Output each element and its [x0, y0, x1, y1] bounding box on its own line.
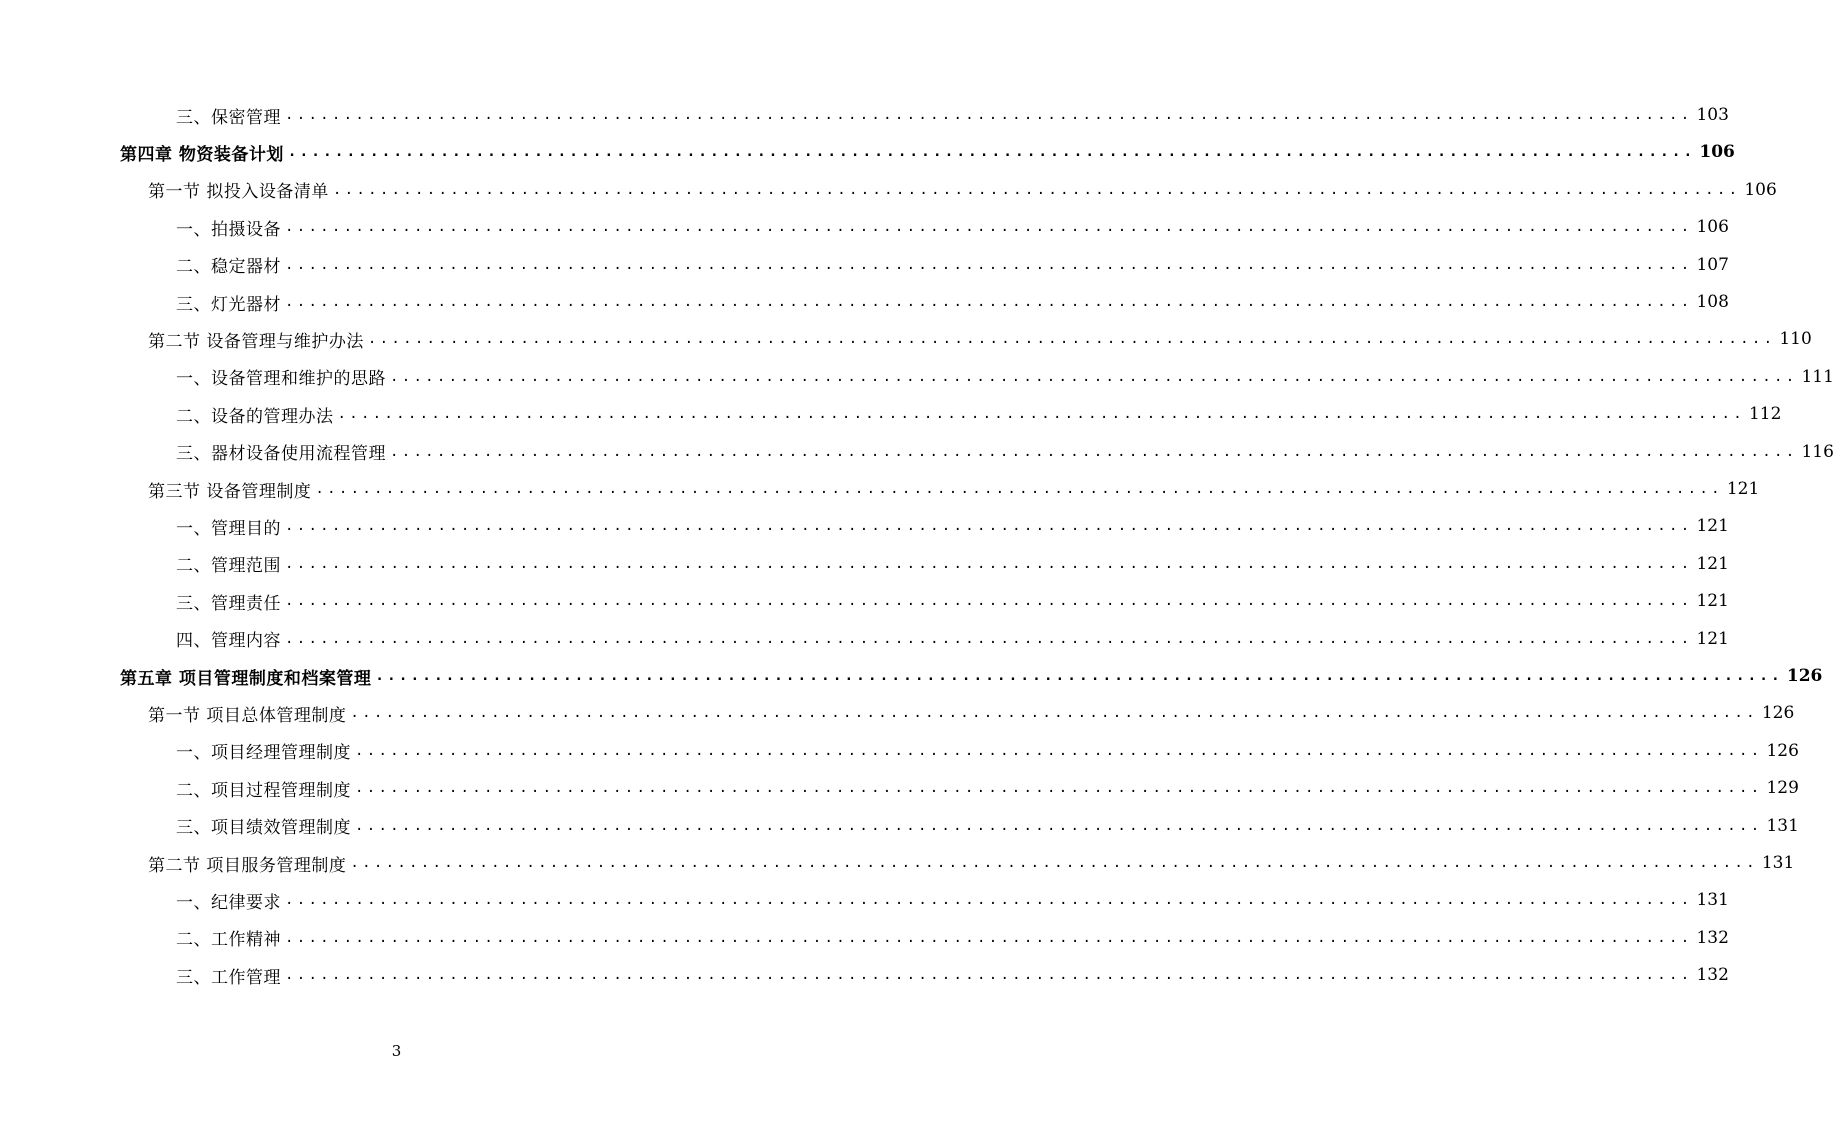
toc-entry[interactable]	[120, 137, 1735, 167]
toc-entry-title: 第二节 设备管理与维护办法	[148, 331, 364, 352]
toc-entry[interactable]	[176, 287, 1729, 317]
toc-dot-leader: ........................................................................................................................	[375, 668, 1783, 684]
toc-dot-leader: ........................................................................................................................	[285, 929, 1693, 946]
toc-entry[interactable]	[176, 960, 1729, 990]
toc-entry-page: 116	[1801, 441, 1834, 462]
toc-entry-page: 131	[1761, 853, 1795, 873]
toc-entry-page: 111	[1801, 366, 1834, 387]
toc-entry[interactable]	[148, 324, 1812, 354]
toc-entry-title: 二、管理范围	[176, 556, 281, 577]
toc-entry-page: 121	[1726, 479, 1760, 499]
toc-entry-title: 第二节 项目服务管理制度	[148, 855, 347, 876]
toc-entry-title: 一、设备管理和维护的思路	[176, 369, 386, 390]
toc-entry-page: 121	[1696, 553, 1729, 574]
toc-entry[interactable]	[176, 923, 1729, 953]
page-number: 3	[391, 1042, 402, 1060]
toc-entry-title: 三、保密管理	[176, 107, 281, 128]
toc-entry-title: 第四章 物资装备计划	[120, 144, 284, 165]
toc-entry-title: 三、项目绩效管理制度	[176, 818, 351, 839]
toc-entry-title: 三、器材设备使用流程管理	[176, 444, 386, 465]
toc-entry[interactable]	[176, 624, 1729, 654]
toc-dot-leader: ........................................................................................................................	[315, 481, 1723, 497]
toc-entry[interactable]	[120, 661, 1823, 691]
toc-dot-leader: ........................................................................................................................	[355, 817, 1763, 834]
toc-entry-title: 三、管理责任	[176, 593, 281, 614]
toc-dot-leader: ........................................................................................................................	[390, 368, 1798, 385]
toc-entry-page: 126	[1761, 703, 1795, 724]
toc-dot-leader: ........................................................................................................................	[285, 518, 1693, 535]
toc-entry[interactable]	[176, 511, 1729, 541]
toc-entry-title: 三、工作管理	[176, 967, 281, 988]
toc-dot-leader: ........................................................................................................................	[355, 742, 1763, 759]
toc-entry[interactable]	[148, 175, 1777, 205]
toc-entry-page: 126	[1786, 666, 1823, 686]
toc-dot-leader: ........................................................................................................................	[285, 294, 1693, 310]
toc-entry[interactable]	[176, 399, 1782, 429]
toc-dot-leader: ........................................................................................................................	[285, 593, 1693, 610]
toc-dot-leader: ........................................................................................................................	[367, 331, 1776, 348]
toc-entry-page: 121	[1696, 516, 1729, 537]
toc-entry[interactable]	[176, 549, 1729, 579]
toc-entry-page: 126	[1766, 740, 1799, 761]
toc-entry-title: 三、灯光器材	[176, 294, 281, 315]
toc-dot-leader: ........................................................................................................................	[287, 144, 1696, 161]
toc-dot-leader: ........................................................................................................................	[285, 256, 1693, 273]
toc-entry-page: 129	[1766, 778, 1799, 799]
toc-entry-title: 一、项目经理管理制度	[176, 743, 351, 764]
toc-entry-title: 一、纪律要求	[176, 892, 281, 913]
toc-entry[interactable]	[176, 437, 1834, 467]
toc-entry-title: 第一节 项目总体管理制度	[148, 705, 347, 726]
toc-entry-title: 四、管理内容	[176, 631, 281, 652]
toc-entry-title: 二、项目过程管理制度	[176, 780, 351, 801]
toc-dot-leader: ........................................................................................................................	[285, 219, 1693, 236]
toc-dot-leader: ........................................................................................................................	[285, 630, 1693, 647]
toc-entry-page: 106	[1699, 142, 1735, 163]
toc-entry-page: 106	[1696, 217, 1729, 238]
toc-entry-page: 103	[1696, 105, 1729, 125]
toc-dot-leader: ........................................................................................................................	[285, 892, 1693, 909]
toc-entry[interactable]	[148, 698, 1795, 728]
toc-entry[interactable]	[176, 362, 1834, 392]
toc-entry-title: 一、拍摄设备	[176, 219, 281, 240]
toc-dot-leader: ........................................................................................................................	[350, 705, 1758, 722]
toc-dot-leader: ........................................................................................................................	[350, 855, 1758, 871]
toc-entry-title: 二、设备的管理办法	[176, 406, 334, 427]
toc-dot-leader: ........................................................................................................................	[390, 443, 1798, 460]
toc-entry-title: 第一节 拟投入设备清单	[148, 182, 329, 203]
toc-entry[interactable]	[148, 848, 1795, 878]
toc-entry-page: 110	[1779, 329, 1812, 350]
toc-entry[interactable]	[176, 736, 1799, 766]
toc-dot-leader: ........................................................................................................................	[332, 181, 1741, 198]
toc-entry-page: 106	[1744, 179, 1777, 200]
toc-entry-title: 第三节 设备管理制度	[148, 481, 312, 502]
toc-entry-page: 132	[1696, 965, 1729, 986]
toc-entry-page: 108	[1696, 292, 1729, 312]
toc-entry-title: 第五章 项目管理制度和档案管理	[120, 668, 372, 689]
toc-entry-page: 121	[1696, 591, 1729, 612]
toc-entry[interactable]	[176, 100, 1729, 130]
toc-entry-page: 132	[1696, 927, 1729, 948]
toc-entry-page: 131	[1696, 890, 1729, 911]
toc-entry-title: 二、稳定器材	[176, 257, 281, 278]
toc-entry-title: 一、管理目的	[176, 518, 281, 539]
toc-entry[interactable]	[176, 212, 1729, 242]
toc-entry[interactable]	[176, 773, 1799, 803]
toc-dot-leader: ........................................................................................................................	[285, 967, 1693, 984]
toc-dot-leader: ........................................................................................................................	[285, 555, 1693, 572]
toc-entry[interactable]	[176, 811, 1799, 841]
toc-dot-leader: ........................................................................................................................	[355, 780, 1763, 797]
toc-dot-leader: ........................................................................................................................	[337, 406, 1745, 423]
toc-entry-page: 107	[1696, 254, 1729, 275]
toc-dot-leader: ........................................................................................................................	[285, 107, 1693, 123]
toc-entry[interactable]	[148, 474, 1760, 504]
toc-entry-page: 121	[1696, 628, 1729, 649]
toc-entry[interactable]	[176, 885, 1729, 915]
toc-entry[interactable]	[176, 586, 1729, 616]
toc-entry-title: 二、工作精神	[176, 930, 281, 951]
toc-entry[interactable]	[176, 250, 1729, 280]
toc-entry-page: 112	[1748, 404, 1782, 425]
toc-entry-page: 131	[1766, 815, 1799, 836]
